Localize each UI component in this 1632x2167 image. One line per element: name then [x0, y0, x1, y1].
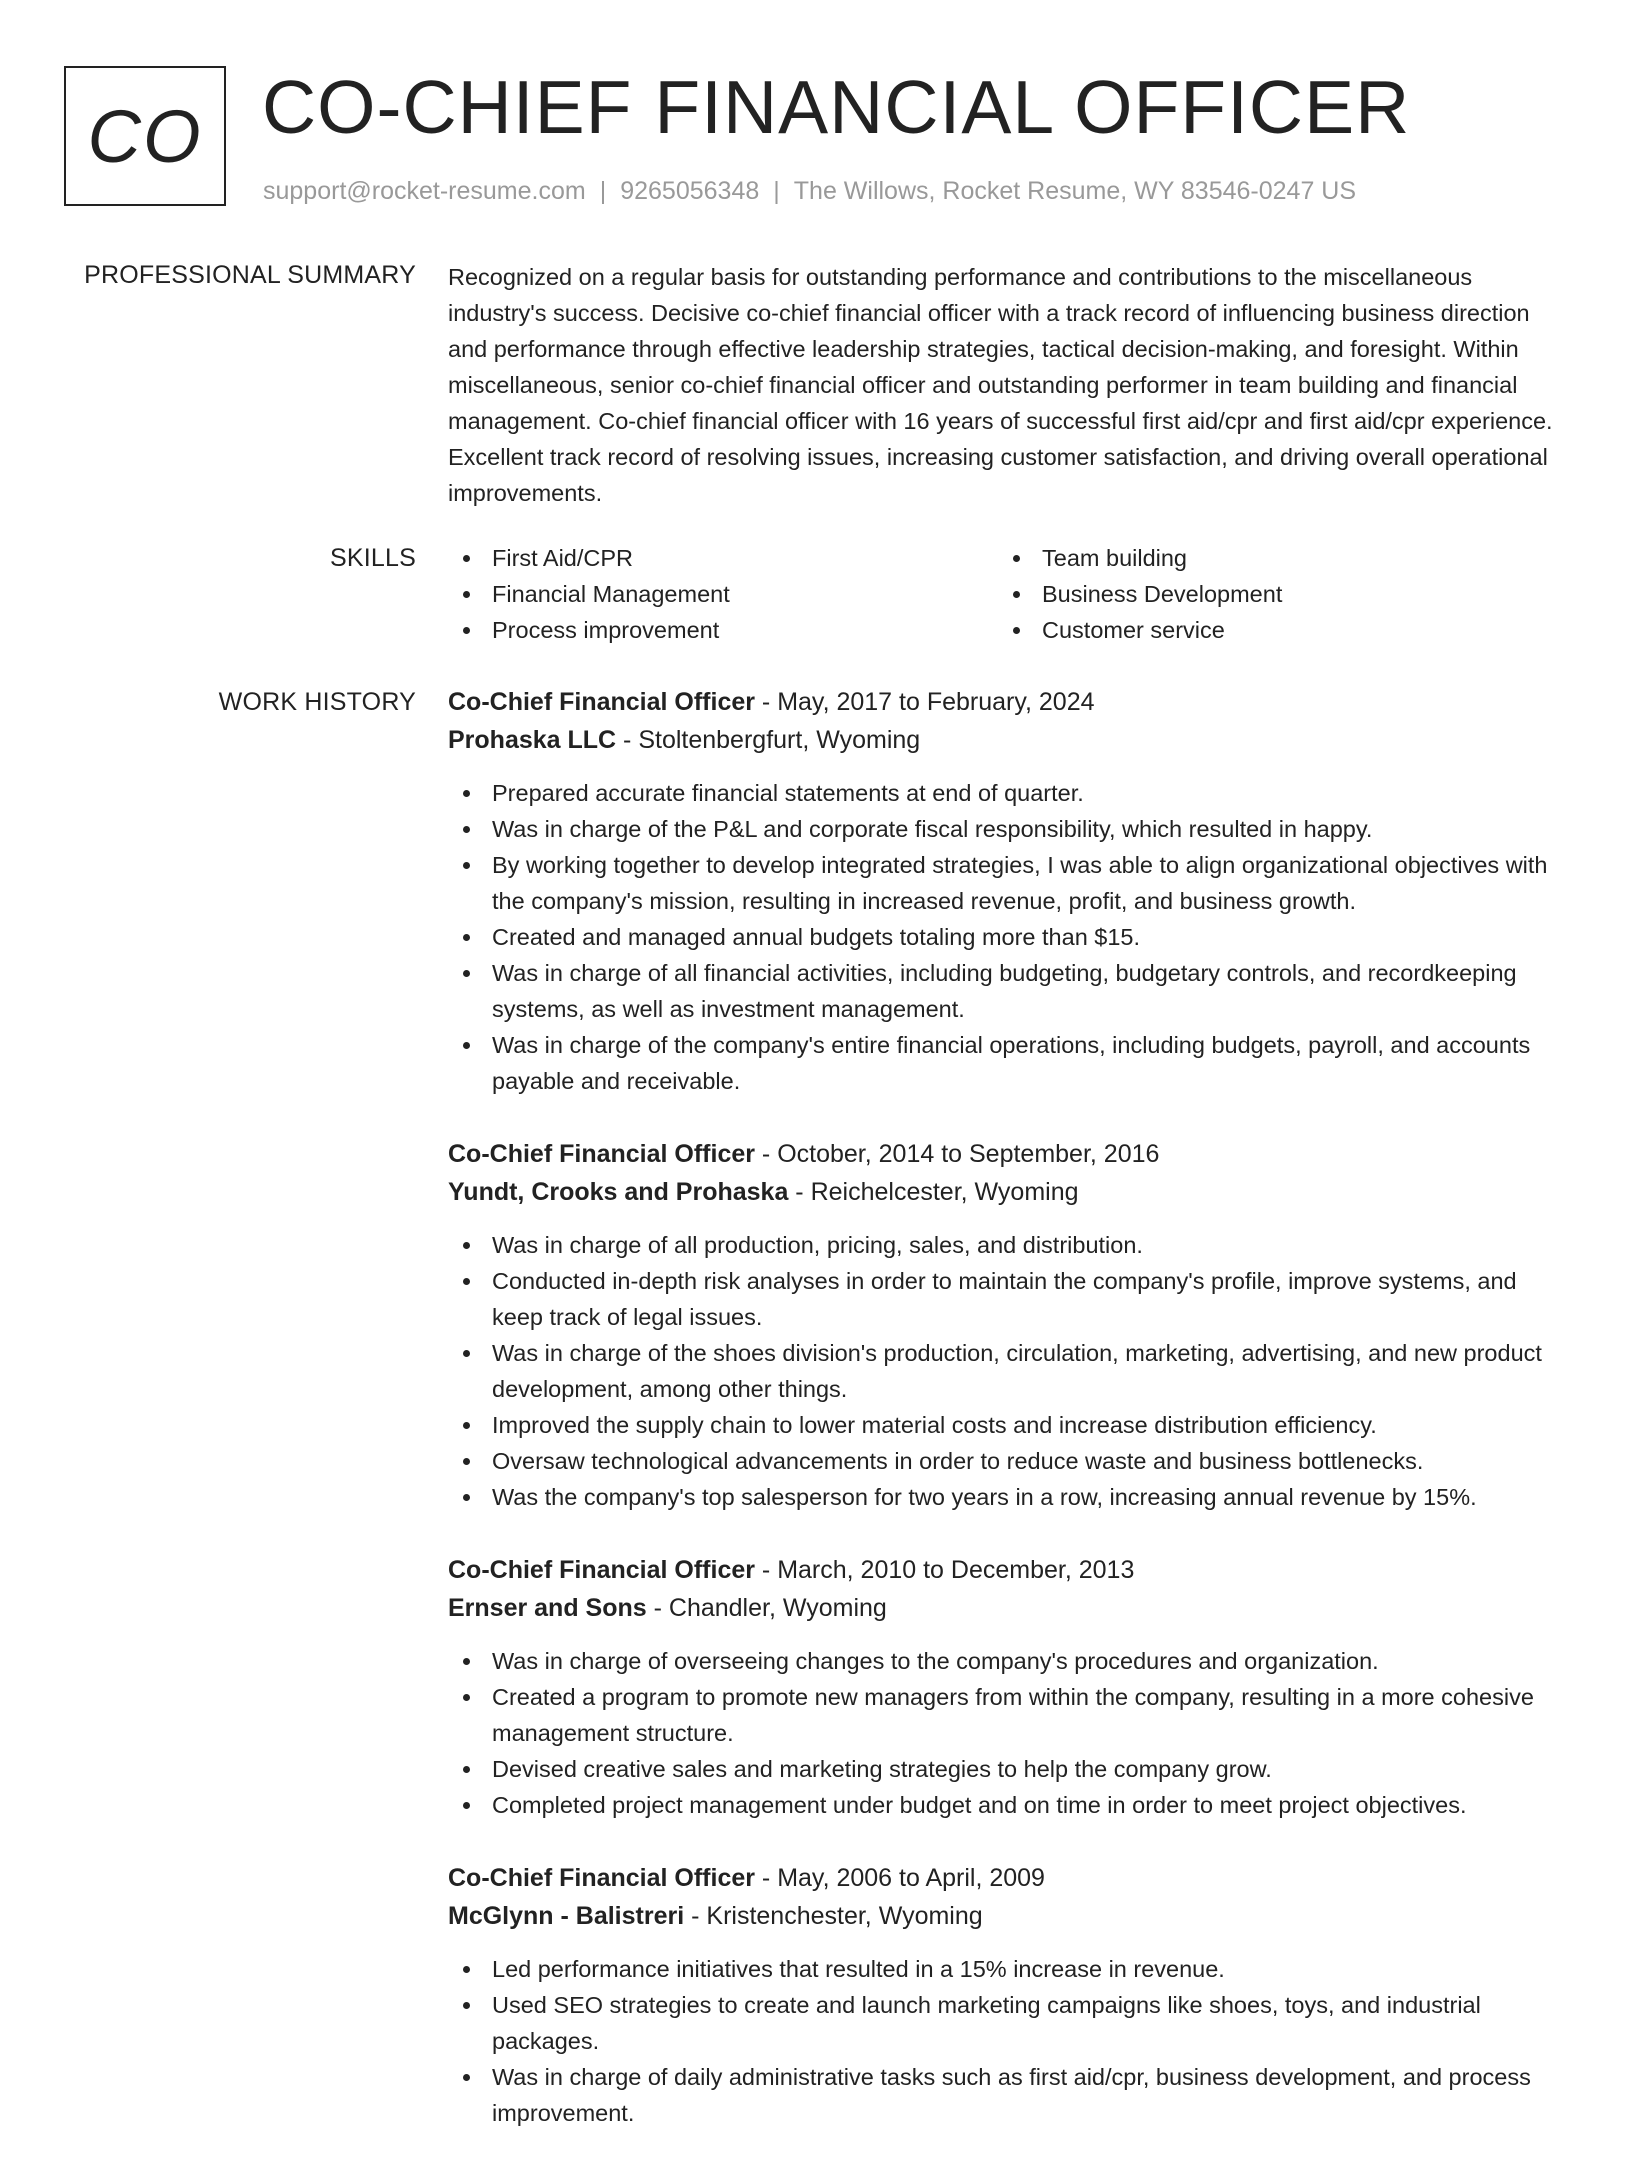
- skill-item: Customer service: [998, 612, 1548, 648]
- monogram-box: [64, 66, 226, 206]
- skill-item: Business Development: [998, 576, 1548, 612]
- job-entry: [448, 1859, 1566, 2131]
- skill-item: Process improvement: [448, 612, 998, 648]
- job-bullet: Led performance initiatives that resulted in a 15% increase in revenue.: [448, 1951, 1566, 1987]
- job-location: - Reichelcester, Wyoming: [788, 1178, 1079, 1206]
- contact-email[interactable]: support@rocket-resume.com: [263, 177, 586, 205]
- job-title-line: [448, 1859, 1566, 1897]
- skill-item: First Aid/CPR: [448, 540, 998, 576]
- job-title: Co-Chief Financial Officer: [448, 688, 755, 716]
- skill-item: Team building: [998, 540, 1548, 576]
- job-company: Prohaska LLC: [448, 726, 617, 754]
- job-title: Co-Chief Financial Officer: [448, 1864, 755, 1892]
- job-bullets: [448, 775, 1566, 1099]
- contact-address: The Willows, Rocket Resume, WY 83546-0247 US: [793, 177, 1357, 205]
- skills-body: [448, 540, 1566, 648]
- contact-phone[interactable]: 9265056348: [620, 177, 760, 205]
- monogram-text: CO: [87, 94, 203, 178]
- job-company-line: [448, 1173, 1566, 1211]
- job-bullets: [448, 1643, 1566, 1823]
- job-company: Ernser and Sons: [448, 1594, 647, 1622]
- job-location: - Stoltenbergfurt, Wyoming: [616, 726, 921, 754]
- job-title: Co-Chief Financial Officer: [448, 1140, 755, 1168]
- job-bullet: Oversaw technological advancements in order to reduce waste and business bottlenecks.: [448, 1443, 1566, 1479]
- contact-separator: |: [599, 177, 607, 205]
- job-bullet: Was in charge of all production, pricing, sales, and distribution.: [448, 1227, 1566, 1263]
- job-bullets: [448, 1951, 1566, 2131]
- job-bullet: By working together to develop integrated strategies, I was able to align organizational objectives with the company's mission, resulting in increased revenue, profit, and business growth.: [448, 847, 1566, 919]
- job-location: - Chandler, Wyoming: [646, 1594, 887, 1622]
- job-dates: - March, 2010 to December, 2013: [754, 1556, 1135, 1584]
- job-dates: - October, 2014 to September, 2016: [754, 1140, 1160, 1168]
- job-bullet: Was in charge of the shoes division's production, circulation, marketing, advertising, and new product development, among other things.: [448, 1335, 1566, 1407]
- summary-text: Recognized on a regular basis for outstanding performance and contributions to the miscellaneous industry's success. Decisive co-chief financial officer with a track record of influencing business direction and performance through effective leadership strategies, tactical decision-making, and foresight. Within miscellaneous, senior co-chief financial officer and outstanding performer in team building and financial management. Co-chief financial officer with 16 years of successful first aid/cpr and first aid/cpr experience. Excellent track record of resolving issues, increasing customer satisfaction, and driving overall operational improvements.: [448, 264, 1553, 506]
- resume-header: [64, 64, 1584, 214]
- work-history-body: [448, 683, 1566, 2167]
- skills-label: SKILLS: [330, 544, 416, 572]
- job-entry: [448, 683, 1566, 1099]
- skills-column-left: [448, 540, 998, 648]
- skills-grid: [448, 540, 1566, 648]
- work-history-label: WORK HISTORY: [218, 688, 416, 716]
- job-company: Yundt, Crooks and Prohaska: [448, 1178, 789, 1206]
- contact-line: [263, 174, 1356, 208]
- job-title-line: [448, 1135, 1566, 1173]
- job-bullet: Completed project management under budget and on time in order to meet project objectives.: [448, 1787, 1566, 1823]
- job-bullet: Created a program to promote new managers from within the company, resulting in a more cohesive management structure.: [448, 1679, 1566, 1751]
- job-title-line: [448, 1551, 1566, 1589]
- job-dates: - May, 2006 to April, 2009: [754, 1864, 1045, 1892]
- skills-column-right: [998, 540, 1548, 648]
- job-entry: [448, 1135, 1566, 1515]
- job-bullet: Was in charge of the company's entire financial operations, including budgets, payroll, and accounts payable and receivable.: [448, 1027, 1566, 1099]
- job-bullet: Used SEO strategies to create and launch marketing campaigns like shoes, toys, and industrial packages.: [448, 1987, 1566, 2059]
- job-bullets: [448, 1227, 1566, 1515]
- contact-separator: |: [773, 177, 780, 205]
- job-bullet: Was in charge of the P&L and corporate fiscal responsibility, which resulted in happy.: [448, 811, 1566, 847]
- job-bullet: Conducted in-depth risk analyses in order to maintain the company's profile, improve systems, and keep track of legal issues.: [448, 1263, 1566, 1335]
- job-bullet: Improved the supply chain to lower material costs and increase distribution efficiency.: [448, 1407, 1566, 1443]
- job-bullet: Prepared accurate financial statements at end of quarter.: [448, 775, 1566, 811]
- skill-item: Financial Management: [448, 576, 998, 612]
- job-company-line: [448, 721, 1566, 759]
- job-bullet: Was in charge of daily administrative tasks such as first aid/cpr, business development, and process improvement.: [448, 2059, 1566, 2131]
- summary-label: PROFESSIONAL SUMMARY: [84, 261, 416, 289]
- job-location: - Kristenchester, Wyoming: [684, 1902, 983, 1930]
- job-title-line: [448, 683, 1566, 721]
- job-company: McGlynn - Balistreri: [448, 1902, 685, 1930]
- job-bullet: Was the company's top salesperson for two years in a row, increasing annual revenue by 15%.: [448, 1479, 1566, 1515]
- job-company-line: [448, 1897, 1566, 1935]
- resume-title: CO-CHIEF FINANCIAL OFFICER: [262, 65, 1411, 149]
- job-bullet: Devised creative sales and marketing strategies to help the company grow.: [448, 1751, 1566, 1787]
- job-dates: - May, 2017 to February, 2024: [754, 688, 1095, 716]
- job-entry: [448, 1551, 1566, 1823]
- job-company-line: [448, 1589, 1566, 1627]
- job-bullet: Created and managed annual budgets totaling more than $15.: [448, 919, 1566, 955]
- job-title: Co-Chief Financial Officer: [448, 1556, 755, 1584]
- job-bullet: Was in charge of all financial activities, including budgeting, budgetary controls, and recordkeeping systems, as well as investment management.: [448, 955, 1566, 1027]
- summary-body: [448, 259, 1566, 511]
- job-bullet: Was in charge of overseeing changes to the company's procedures and organization.: [448, 1643, 1566, 1679]
